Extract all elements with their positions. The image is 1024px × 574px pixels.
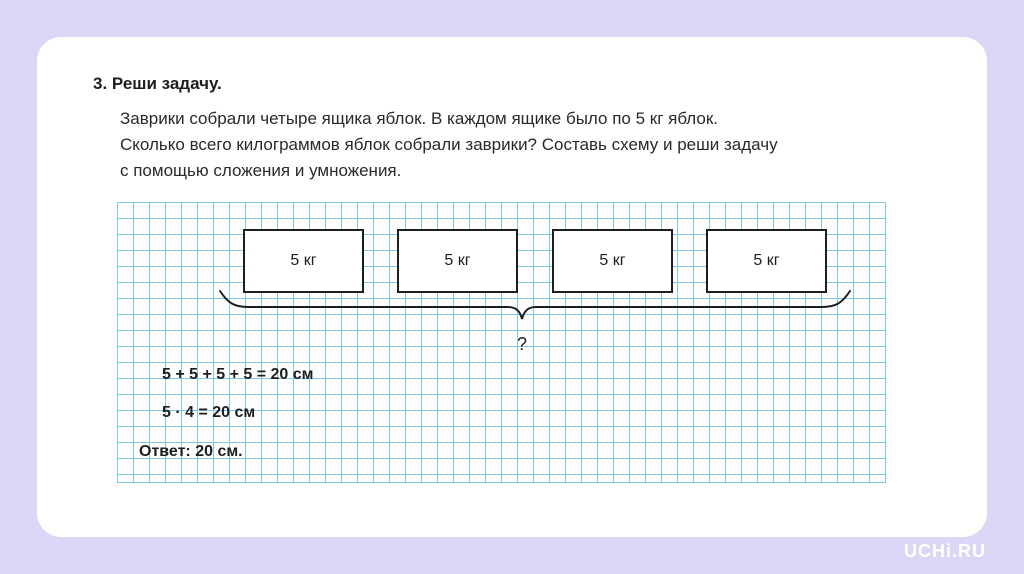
scheme-box-2: 5 кг [397,229,518,293]
scheme-box-4: 5 кг [706,229,827,293]
task-line-1: Заврики собрали четыре ящика яблок. В каждом ящике было по 5 кг яблок. [120,109,719,128]
scheme-box-3: 5 кг [552,229,673,293]
solution-multiplication: 5 · 4 = 20 см [162,404,256,421]
solution-addition: 5 + 5 + 5 + 5 = 20 см [162,366,314,383]
solution-answer: Ответ: 20 см. [139,443,243,460]
brand-logo: UCHi.RU [904,541,986,561]
scheme-box-1: 5 кг [243,229,364,293]
task-text [120,106,920,184]
task-line-3: с помощью сложения и умножения. [120,161,402,180]
task-title: 3. Реши задачу. [93,74,222,93]
question-mark: ? [517,334,528,354]
curly-brace [218,287,852,323]
task-line-2: Сколько всего килограммов яблок собрали заврики? Составь схему и реши задачу [120,135,778,154]
